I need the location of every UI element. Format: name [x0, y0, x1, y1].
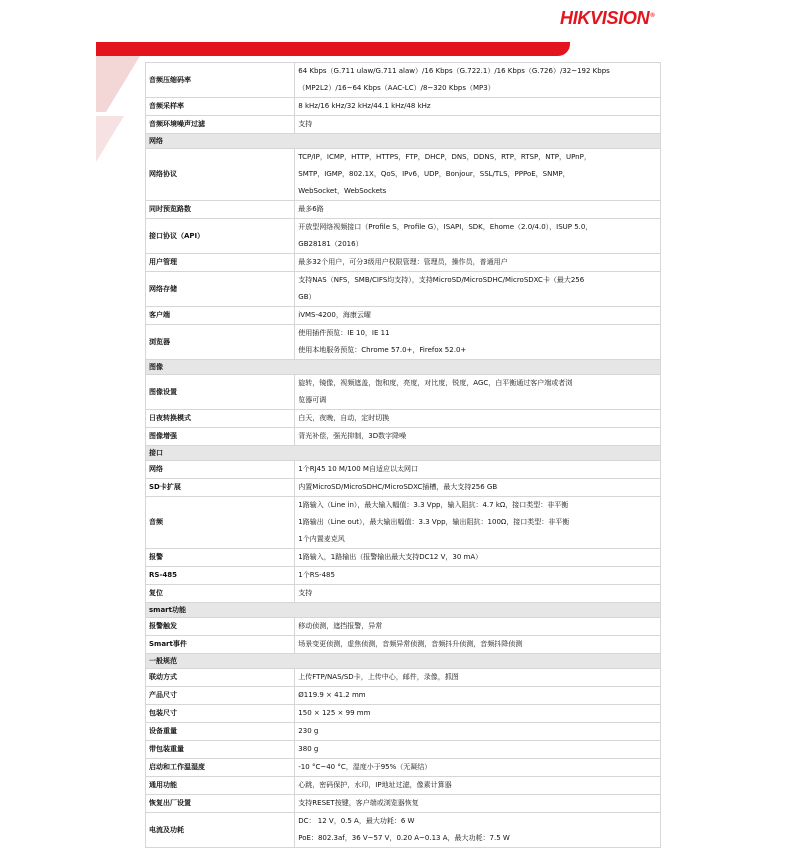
spec-value-line: 心跳，密码保护，水印，IP地址过滤，像素计算器: [298, 781, 452, 789]
spec-value-line: 1个RS-485: [298, 571, 335, 579]
spec-row: [146, 461, 661, 479]
spec-label: 接口协议（API）: [146, 219, 295, 254]
spec-value: [295, 63, 661, 98]
spec-value-line: 最多6路: [298, 205, 324, 213]
spec-row: [146, 428, 661, 446]
spec-row: [146, 479, 661, 497]
spec-row: [146, 759, 661, 777]
spec-label: 产品尺寸: [146, 687, 295, 705]
spec-label: 音频压缩码率: [146, 63, 295, 98]
section-title: 网络: [146, 134, 661, 149]
spec-value: [295, 636, 661, 654]
spec-value-line: 1路输入（Line in），最大输入幅值：3.3 Vpp，输入阻抗：4.7 kΩ，接口类型：非平衡: [298, 501, 569, 509]
spec-label: SD卡扩展: [146, 479, 295, 497]
spec-value: [295, 759, 661, 777]
spec-value: [295, 219, 661, 254]
spec-label: 浏览器: [146, 325, 295, 360]
spec-value-line: WebSocket，WebSockets: [298, 187, 387, 195]
spec-label: 通用功能: [146, 777, 295, 795]
spec-row: [146, 618, 661, 636]
spec-value: [295, 705, 661, 723]
spec-label: 图像设置: [146, 375, 295, 410]
section-header: [146, 446, 661, 461]
section-header: [146, 360, 661, 375]
spec-value-line: 开放型网络视频接口（Profile S，Profile G），ISAPI，SDK，Ehome（2.0/4.0），ISUP 5.0，: [298, 223, 593, 231]
spec-value: [295, 98, 661, 116]
spec-value: [295, 272, 661, 307]
spec-value-line: 支持: [298, 120, 313, 128]
spec-value: [295, 307, 661, 325]
spec-value-line: 览器可调: [298, 396, 327, 404]
spec-value-line: 上传FTP/NAS/SD卡，上传中心，邮件，录像，抓图: [298, 673, 459, 681]
decorative-stripes: [96, 42, 140, 182]
section-title: smart功能: [146, 603, 661, 618]
spec-value-line: 1个RJ45 10 M/100 M自适应以太网口: [298, 465, 418, 473]
spec-value: [295, 741, 661, 759]
spec-value-line: 支持RESET按键，客户端或浏览器恢复: [298, 799, 419, 807]
spec-label: 复位: [146, 585, 295, 603]
spec-value-line: 1个内置麦克风: [298, 535, 345, 543]
spec-value: [295, 479, 661, 497]
section-header: [146, 654, 661, 669]
spec-value-line: GB）: [298, 293, 316, 301]
section-title: 图像: [146, 360, 661, 375]
spec-value-line: 1路输出（Line out），最大输出幅值：3.3 Vpp，输出阻抗：100Ω，接口类型：非平衡: [298, 518, 570, 526]
header-banner: [96, 42, 570, 56]
spec-label: 报警触发: [146, 618, 295, 636]
spec-row: [146, 813, 661, 848]
spec-row: [146, 272, 661, 307]
section-title: 接口: [146, 446, 661, 461]
spec-value: [295, 777, 661, 795]
spec-value-line: PoE：802.3af，36 V~57 V，0.20 A~0.13 A，最大功耗：7.5 W: [298, 834, 510, 842]
spec-value-line: iVMS-4200，海康云曜: [298, 311, 371, 319]
spec-label: 图像增强: [146, 428, 295, 446]
spec-value: [295, 116, 661, 134]
spec-label: 音频: [146, 497, 295, 549]
spec-value-line: 使用插件预览：IE 10，IE 11: [298, 329, 390, 337]
spec-value-line: TCP/IP，ICMP，HTTP，HTTPS，FTP，DHCP，DNS，DDNS，RTP，RTSP，NTP，UPnP，: [298, 153, 591, 161]
spec-value-line: DC： 12 V，0.5 A，最大功耗：6 W: [298, 817, 415, 825]
spec-value: [295, 567, 661, 585]
spec-row: [146, 723, 661, 741]
spec-row: [146, 687, 661, 705]
spec-label: RS-485: [146, 567, 295, 585]
spec-row: [146, 375, 661, 410]
spec-label: 包装尺寸: [146, 705, 295, 723]
spec-value-line: 移动侦测，遮挡报警，异常: [298, 622, 383, 630]
spec-value-line: 白天，夜晚，自动，定时切换: [298, 414, 390, 422]
spec-value-line: 150 × 125 × 99 mm: [298, 709, 371, 717]
registered-mark: ®: [650, 13, 655, 19]
spec-value: [295, 325, 661, 360]
spec-value: [295, 497, 661, 549]
spec-value: [295, 795, 661, 813]
spec-label: 网络存储: [146, 272, 295, 307]
spec-row: [146, 325, 661, 360]
spec-value-line: （MP2L2）/16~64 Kbps（AAC-LC）/8~320 Kbps（MP3）: [298, 84, 495, 92]
spec-label: 设备重量: [146, 723, 295, 741]
spec-label: 同时预览路数: [146, 201, 295, 219]
spec-row: [146, 201, 661, 219]
spec-row: [146, 741, 661, 759]
spec-label: 用户管理: [146, 254, 295, 272]
spec-row: [146, 98, 661, 116]
brand-name: HIKVISION: [560, 8, 650, 28]
spec-value: [295, 149, 661, 201]
spec-label: 网络: [146, 461, 295, 479]
spec-value-line: -10 °C~40 °C，湿度小于95%（无凝结）: [298, 763, 432, 771]
spec-label: Smart事件: [146, 636, 295, 654]
spec-value-line: 1路输入，1路输出（报警输出最大支持DC12 V，30 mA）: [298, 553, 483, 561]
spec-value: [295, 428, 661, 446]
spec-value-line: 支持NAS（NFS，SMB/CIFS均支持），支持MicroSD/MicroSDHC/MicroSDXC卡（最大256: [298, 276, 585, 284]
spec-row: [146, 567, 661, 585]
spec-table: [145, 62, 661, 848]
spec-value: [295, 813, 661, 848]
spec-label: 报警: [146, 549, 295, 567]
spec-value-line: SMTP，IGMP，802.1X，QoS，IPv6，UDP，Bonjour，SSL/TLS，PPPoE，SNMP，: [298, 170, 570, 178]
spec-row: [146, 219, 661, 254]
spec-value: [295, 254, 661, 272]
spec-value: [295, 549, 661, 567]
spec-row: [146, 795, 661, 813]
spec-value: [295, 585, 661, 603]
spec-value-line: 场景变更侦测，虚焦侦测，音频异常侦测，音频抖升侦测，音频抖降侦测: [298, 640, 523, 648]
spec-value-line: 380 g: [298, 745, 319, 753]
spec-label: 联动方式: [146, 669, 295, 687]
spec-label: 网络协议: [146, 149, 295, 201]
spec-row: [146, 585, 661, 603]
spec-value-line: 最多32个用户，可分3级用户权限管理：管理员，操作员，普通用户: [298, 258, 508, 266]
spec-row: [146, 497, 661, 549]
spec-label: 启动和工作温湿度: [146, 759, 295, 777]
spec-value-line: GB28181（2016）: [298, 240, 363, 248]
spec-table-body: [146, 63, 661, 848]
spec-value: [295, 461, 661, 479]
spec-label: 带包装重量: [146, 741, 295, 759]
spec-row: [146, 705, 661, 723]
spec-row: [146, 669, 661, 687]
hikvision-logo: [560, 8, 654, 29]
spec-row: [146, 636, 661, 654]
spec-value-line: 230 g: [298, 727, 319, 735]
spec-label: 恢复出厂设置: [146, 795, 295, 813]
spec-row: [146, 63, 661, 98]
spec-label: 日夜转换模式: [146, 410, 295, 428]
spec-row: [146, 149, 661, 201]
spec-value: [295, 687, 661, 705]
spec-value-line: 内置MicroSD/MicroSDHC/MicroSDXC插槽，最大支持256 GB: [298, 483, 498, 491]
spec-value-line: 使用本地服务预览：Chrome 57.0+，Firefox 52.0+: [298, 346, 467, 354]
spec-row: [146, 410, 661, 428]
spec-row: [146, 116, 661, 134]
spec-row: [146, 254, 661, 272]
section-title: 一般规范: [146, 654, 661, 669]
spec-value-line: 背光补偿，强光抑制，3D数字降噪: [298, 432, 407, 440]
spec-row: [146, 307, 661, 325]
spec-value: [295, 618, 661, 636]
spec-label: 电流及功耗: [146, 813, 295, 848]
spec-value: [295, 410, 661, 428]
spec-value-line: Ø119.9 × 41.2 mm: [298, 691, 366, 699]
spec-value: [295, 723, 661, 741]
spec-value-line: 8 kHz/16 kHz/32 kHz/44.1 kHz/48 kHz: [298, 102, 431, 110]
section-header: [146, 134, 661, 149]
spec-row: [146, 777, 661, 795]
spec-value-line: 旋转，镜像，视频遮盖，饱和度，亮度，对比度，锐度，AGC，白平衡通过客户端或者浏: [298, 379, 573, 387]
spec-label: 音频采样率: [146, 98, 295, 116]
spec-value-line: 支持: [298, 589, 313, 597]
spec-label: 音频环境噪声过滤: [146, 116, 295, 134]
spec-value: [295, 201, 661, 219]
section-header: [146, 603, 661, 618]
spec-value-line: 64 Kbps（G.711 ulaw/G.711 alaw）/16 Kbps（G.722.1）/16 Kbps（G.726）/32~192 Kbps: [298, 67, 610, 75]
spec-row: [146, 549, 661, 567]
spec-label: 客户端: [146, 307, 295, 325]
spec-value: [295, 375, 661, 410]
spec-value: [295, 669, 661, 687]
